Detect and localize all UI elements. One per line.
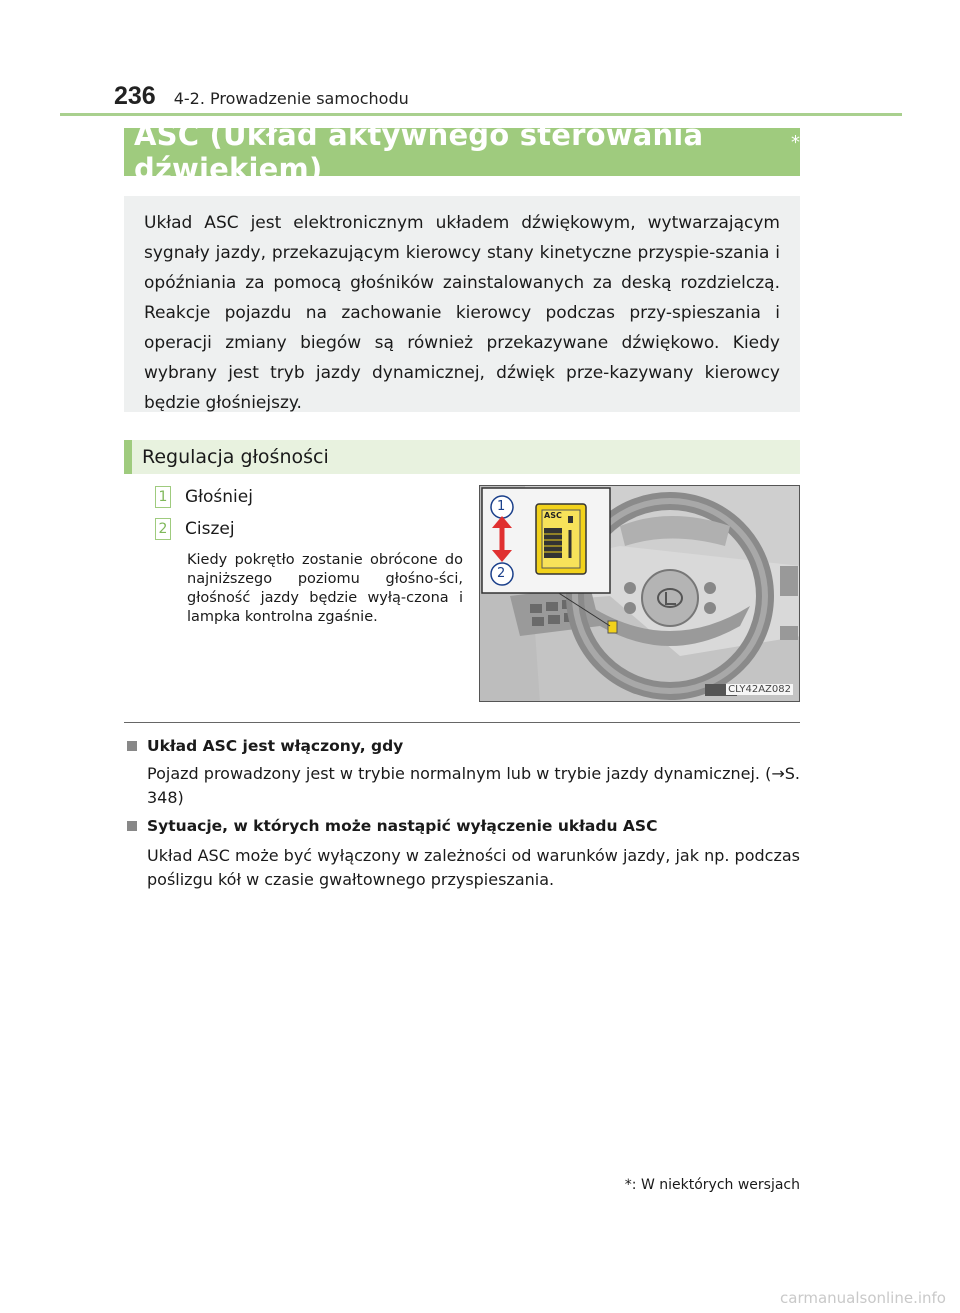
item-label: Głośniej (185, 487, 253, 507)
page-title: ASC (Układ aktywnego sterowania dźwiękiem) (134, 118, 704, 186)
dashboard-illustration (479, 485, 800, 702)
header-rule (60, 113, 902, 116)
item-number: 1 (155, 486, 171, 508)
list-item-quieter (155, 518, 235, 540)
item-label: Ciszej (185, 519, 235, 539)
dashboard-drawing (480, 486, 800, 702)
section-label: 4-2. Prowadzenie samochodu (173, 89, 409, 108)
intro-box (124, 196, 800, 412)
watermark: carmanualsonline.info (780, 1289, 946, 1307)
bullet-paragraph-asc-off: Układ ASC może być wyłączony w zależności od warunków jazdy, jak np. podczas poślizgu kół w czasie gwałtownego przyspieszania. (147, 846, 800, 889)
bullet-paragraph-asc-on: Pojazd prowadzony jest w trybie normalnym lub w trybie jazdy dynamicznej. (→S. 348) (147, 764, 800, 807)
volume-note: Kiedy pokrętło zostanie obrócone do najniższego poziomu głośno-ści, głośność jazdy będzie wyłą-czona i lampka kontrolna zgaśnie. (187, 552, 463, 625)
list-item-louder (155, 486, 253, 508)
intro-text: Układ ASC jest elektronicznym układem dźwiękowym, wytwarzającym sygnały jazdy, przekazującym kierowcy stany kinetyczne przyspie-szania i opóźniania za pomocą głośników zainstalowanych za deską rozdzielczą. Reakcje pojazdu na zachowanie kierowcy podczas przy-spieszania i operacji zmiany biegów są również przekazywane dźwiękowo. Kiedy wybrany jest tryb jazdy dynamicznej, dźwięk prze-kazywany kierowcy będzie głośniejszy. (144, 213, 780, 413)
subsection-header (124, 440, 800, 474)
callout-1-label: 1 (497, 499, 506, 514)
title-asterisk: * (791, 131, 800, 153)
bullet-heading-text: Sytuacje, w których może nastąpić wyłączenie układu ASC (147, 817, 658, 835)
figure-code: CLY42AZ082 (728, 684, 791, 695)
item-number: 2 (155, 518, 171, 540)
footnote: *: W niektórych wersjach (624, 1177, 800, 1193)
bullet-heading-asc-off (127, 817, 657, 835)
bullet-square-icon (127, 741, 137, 751)
page-header (114, 82, 409, 112)
bullet-square-icon (127, 821, 137, 831)
bullet-heading-asc-on (127, 737, 403, 755)
callout-2-label: 2 (497, 566, 506, 581)
switch-label: ASC (544, 511, 562, 520)
section-divider (124, 722, 800, 723)
title-bar (124, 118, 800, 186)
bullet-heading-text: Układ ASC jest włączony, gdy (147, 737, 404, 755)
subsection-title: Regulacja głośności (142, 446, 329, 468)
page-number: 236 (114, 82, 156, 110)
